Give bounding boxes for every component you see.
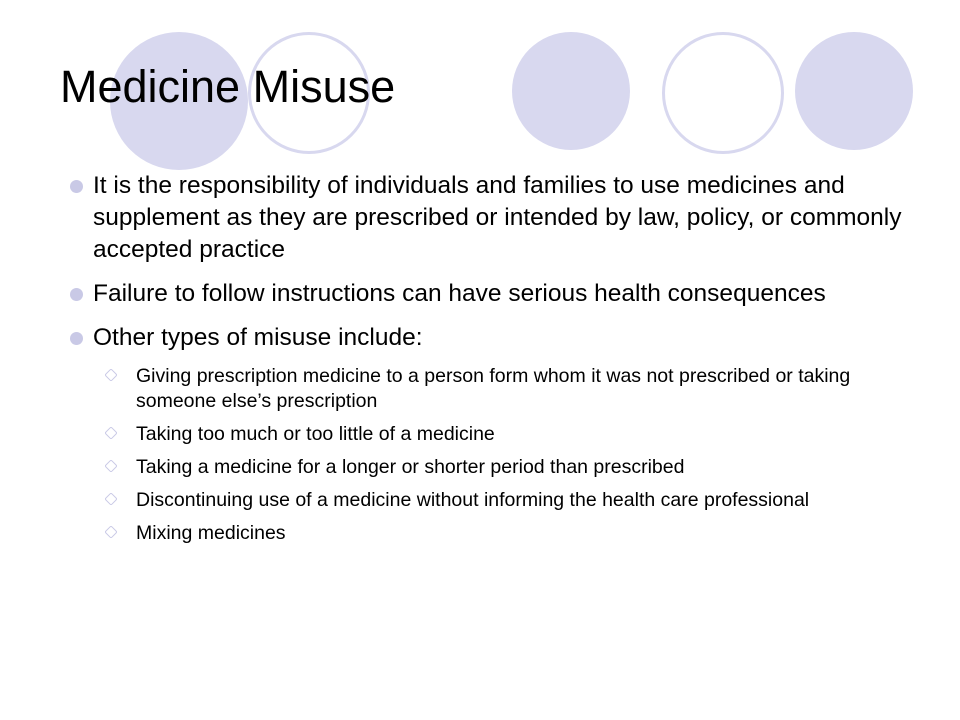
bullet-item bbox=[70, 322, 910, 354]
diamond-icon bbox=[104, 525, 117, 538]
sub-bullet-item bbox=[106, 455, 910, 480]
sub-bullet-item bbox=[106, 521, 910, 546]
sub-bullet-item bbox=[106, 422, 910, 447]
diamond-icon bbox=[104, 426, 117, 439]
sub-bullet-text: Discontinuing use of a medicine without informing the health care professional bbox=[136, 489, 810, 511]
bullet-text: Other types of misuse include: bbox=[93, 324, 423, 351]
bullet-icon bbox=[70, 332, 83, 345]
bullet-icon bbox=[70, 288, 83, 301]
diamond-icon bbox=[104, 368, 117, 381]
bullet-item bbox=[70, 278, 910, 310]
bullet-icon bbox=[70, 180, 83, 193]
diamond-icon bbox=[104, 459, 117, 472]
slide-title: Medicine Misuse bbox=[60, 61, 396, 112]
decorative-circle-filled bbox=[512, 32, 630, 150]
bullet-text: It is the responsibility of individuals and families to use medicines and supplement as they are prescribed or intended by law, policy, or commonly accepted practice bbox=[93, 172, 902, 263]
sub-bullet-text: Mixing medicines bbox=[136, 522, 286, 544]
decorative-circle-ring bbox=[662, 32, 784, 154]
diamond-icon bbox=[104, 492, 117, 505]
slide-body bbox=[70, 170, 910, 556]
sub-bullet-text: Taking a medicine for a longer or shorter period than prescribed bbox=[136, 456, 685, 478]
sub-bullet-text: Giving prescription medicine to a person form whom it was not prescribed or taking someone else’s prescription bbox=[136, 365, 851, 412]
sub-bullet-item bbox=[106, 364, 910, 414]
sub-bullet-item bbox=[106, 488, 910, 513]
bullet-text: Failure to follow instructions can have serious health consequences bbox=[93, 280, 826, 307]
decorative-circle-filled bbox=[795, 32, 913, 150]
bullet-item bbox=[70, 170, 910, 266]
sub-bullet-text: Taking too much or too little of a medicine bbox=[136, 423, 495, 445]
